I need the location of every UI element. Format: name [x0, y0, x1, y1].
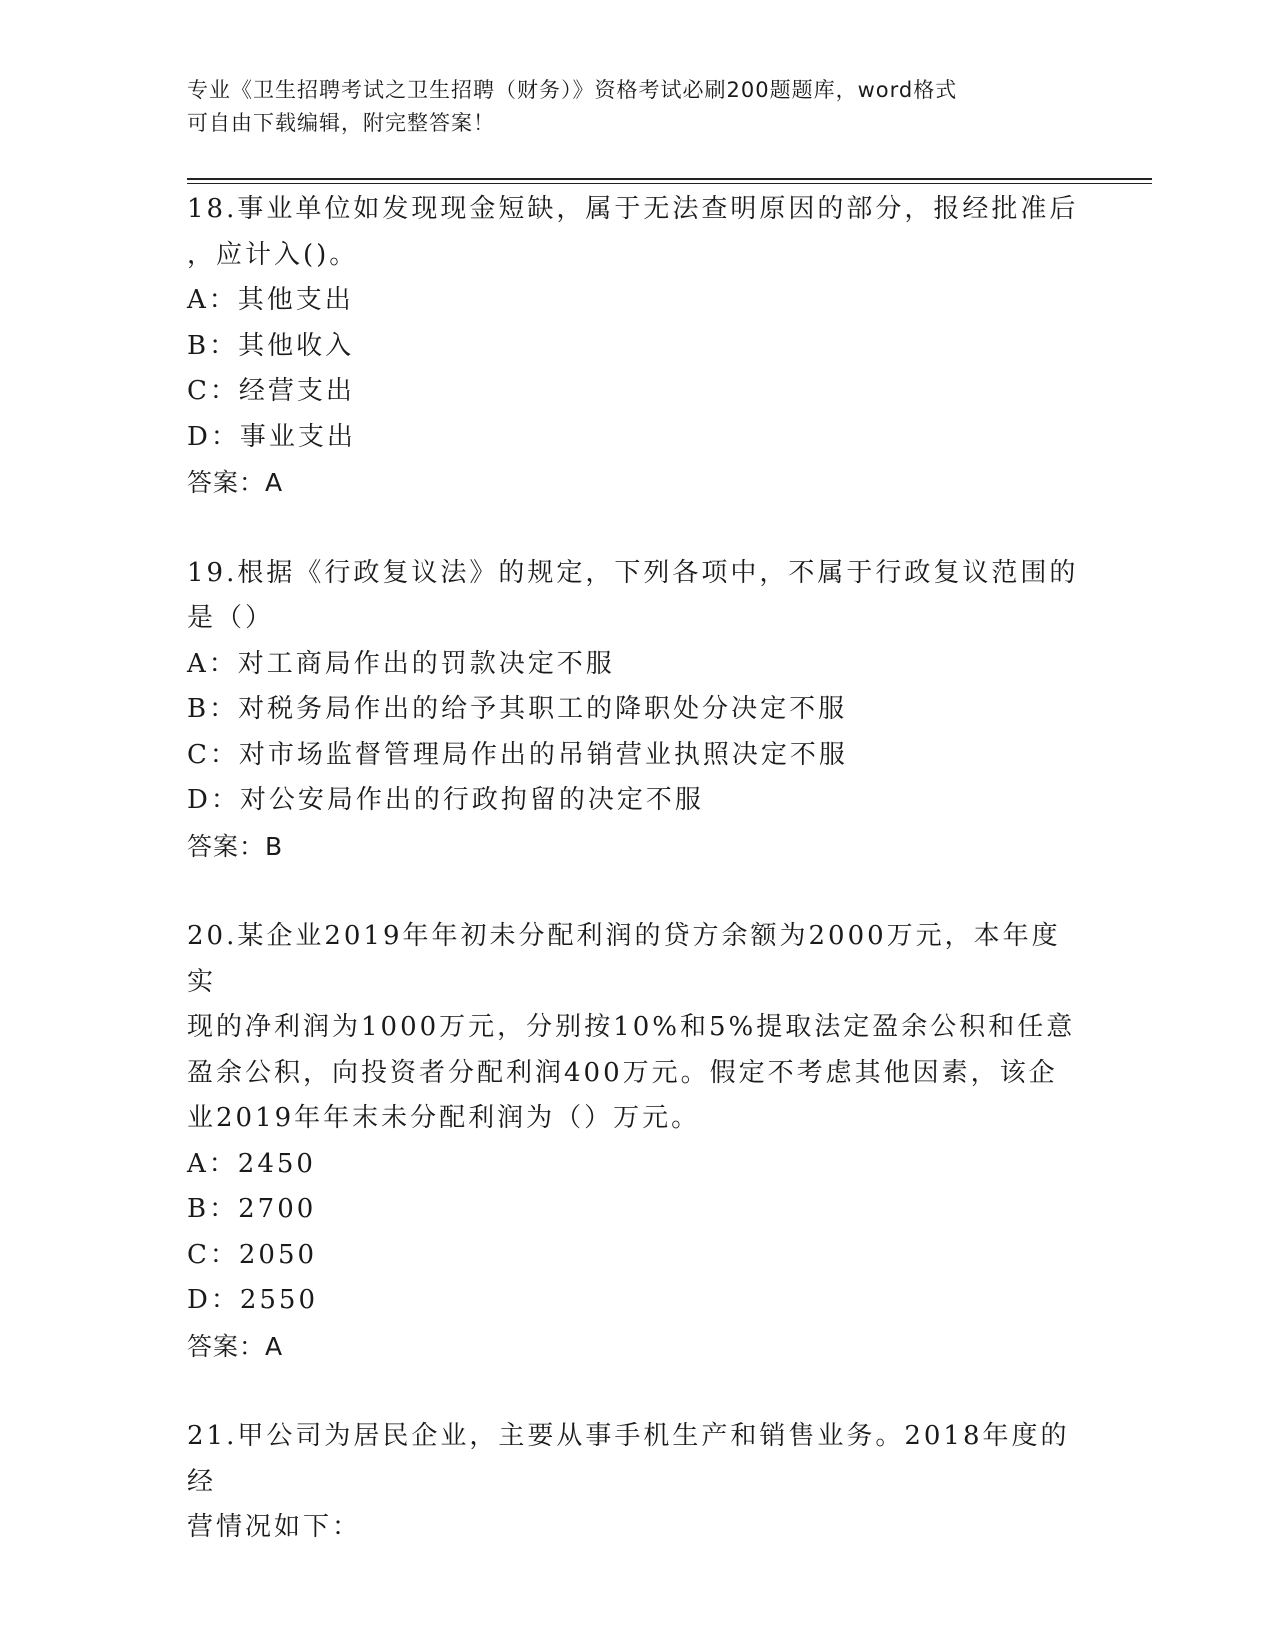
question-text: 现的净利润为1000万元，分别按10%和5%提取法定盈余公积和任意	[187, 1012, 1076, 1042]
question-text: 业2019年年末未分配利润为（）万元。	[187, 1103, 701, 1133]
question-21	[187, 1414, 1087, 1551]
question-text: 18.事业单位如发现现金短缺，属于无法查明原因的部分，报经批准后	[187, 194, 1079, 224]
option-c: C：2050	[187, 1239, 318, 1270]
question-19	[187, 551, 1087, 870]
document-header	[187, 74, 1087, 140]
option-b: B：对税务局作出的给予其职工的降职处分决定不服	[187, 694, 848, 724]
question-text: 是（）	[187, 603, 275, 633]
header-divider-thin	[187, 183, 1152, 184]
question-list	[187, 187, 1087, 1596]
option-d: D：事业支出	[187, 421, 356, 452]
question-18	[187, 187, 1087, 506]
answer: 答案：A	[187, 468, 284, 497]
option-b: B：2700	[187, 1194, 317, 1224]
answer: 答案：B	[187, 831, 284, 861]
question-text: 19.根据《行政复议法》的规定，下列各项中，不属于行政复议范围的	[187, 557, 1079, 588]
answer: 答案：A	[187, 1331, 284, 1361]
header-line-2: 可自由下载编辑，附完整答案！	[187, 111, 495, 135]
question-text: 营情况如下：	[187, 1512, 362, 1542]
question-text: 20.某企业2019年年初未分配利润的贷方余额为2000万元，本年度实	[187, 921, 1061, 997]
header-line-1: 专业《卫生招聘考试之卫生招聘（财务）》资格考试必刷200题题库，word格式	[187, 78, 958, 102]
option-c: C：经营支出	[187, 376, 355, 406]
question-text: ，应计入()。	[187, 239, 359, 270]
option-a: A：其他支出	[187, 285, 354, 315]
option-d: D：对公安局作出的行政拘留的决定不服	[187, 785, 704, 815]
option-b: B：其他收入	[187, 330, 355, 361]
option-c: C：对市场监督管理局作出的吊销营业执照决定不服	[187, 739, 848, 770]
option-a: A：对工商局作出的罚款决定不服	[187, 648, 615, 679]
header-divider	[187, 178, 1152, 180]
option-a: A：2450	[187, 1148, 316, 1179]
question-20	[187, 914, 1087, 1369]
option-d: D：2550	[187, 1285, 319, 1315]
question-text: 盈余公积，向投资者分配利润400万元。假定不考虑其他因素，该企	[187, 1057, 1058, 1088]
question-text: 21.甲公司为居民企业，主要从事手机生产和销售业务。2018年度的经	[187, 1421, 1070, 1497]
